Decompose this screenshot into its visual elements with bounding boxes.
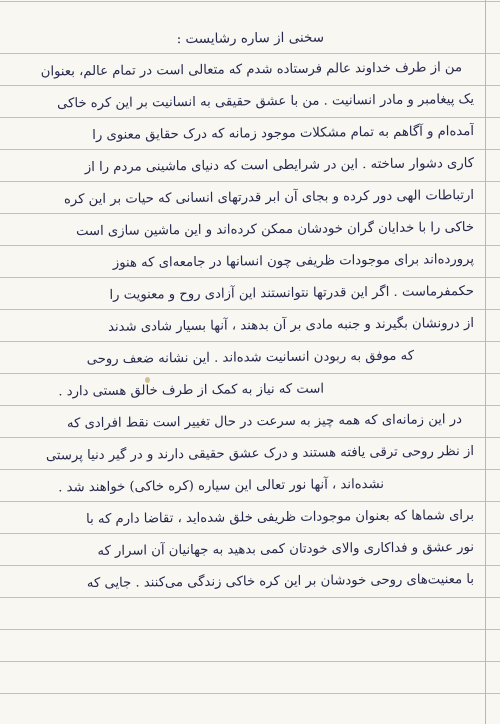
margin-rule (485, 0, 486, 724)
text-line: پرورده‌اند برای موجودات ظریفی چون انسانها در جامعه‌ای که هنوز (112, 252, 475, 271)
text-line: حکمفرماست . اگر این قدرتها نتوانستند این آزادی روح و معنویت را (109, 284, 475, 303)
text-line: من از طرف خداوند عالم فرستاده شدم که متعالی است در تمام عالم، بعنوان (40, 60, 463, 80)
text-line: نشده‌اند ، آنها نور تعالی این سیاره (کره خاکی) خواهند شد . (58, 476, 385, 496)
letter-title: سخنی از ساره رشایست : (176, 29, 325, 48)
text-line: نور عشق و فداکاری والای خودتان کمی بدهید به جهانیان آن اسرار که (97, 540, 475, 559)
text-line: یک پیغامبر و مادر انسانیت . من با عشق حقیقی به انسانیت بر این کره خاکی (57, 92, 475, 112)
text-line: در این زمانه‌ای که همه چیز به سرعت در حال تغییر است نقط افرادی که (66, 412, 463, 432)
text-line: آمده‌ام و آگاهم به تمام مشکلات موجود زمانه که درک حقایق معنوی را (92, 124, 475, 143)
text-line: از نظر روحی ترقی یافته هستند و درک عشق حقیقی دارند و در گیر دنیا پرستی (45, 444, 475, 464)
text-line: از درونشان بگیرند و جنبه مادی بر آن بدهند ، آنها بسیار شادی شدند (107, 316, 475, 335)
text-line: که موفق به ربودن انسانیت شده‌اند . این نشانه ضعف روحی (86, 348, 415, 368)
text-line: است که نیاز به کمک از طرف خالق هستی دارد . (58, 381, 325, 400)
handwritten-letter (12, 20, 474, 596)
text-line: با معنیت‌های روحی خودشان بر این کره خاکی زندگی می‌کنند . جایی که (86, 572, 475, 592)
text-line: برای شماها که بعنوان موجودات ظریفی خلق شده‌اید ، تقاضا دارم که با (86, 508, 475, 528)
text-line: ارتباطات الهی دور کرده و بجای آن ابر قدرتهای انسانی که حیات بر این کره (63, 188, 475, 208)
text-line: کاری دشوار ساخته . این در شرایطی است که دنیای ماشینی مردم را از (84, 156, 475, 176)
text-line: خاکی را با خدایان گران خودشان ممکن کرده‌اند و این ماشین سازی است (75, 220, 475, 240)
